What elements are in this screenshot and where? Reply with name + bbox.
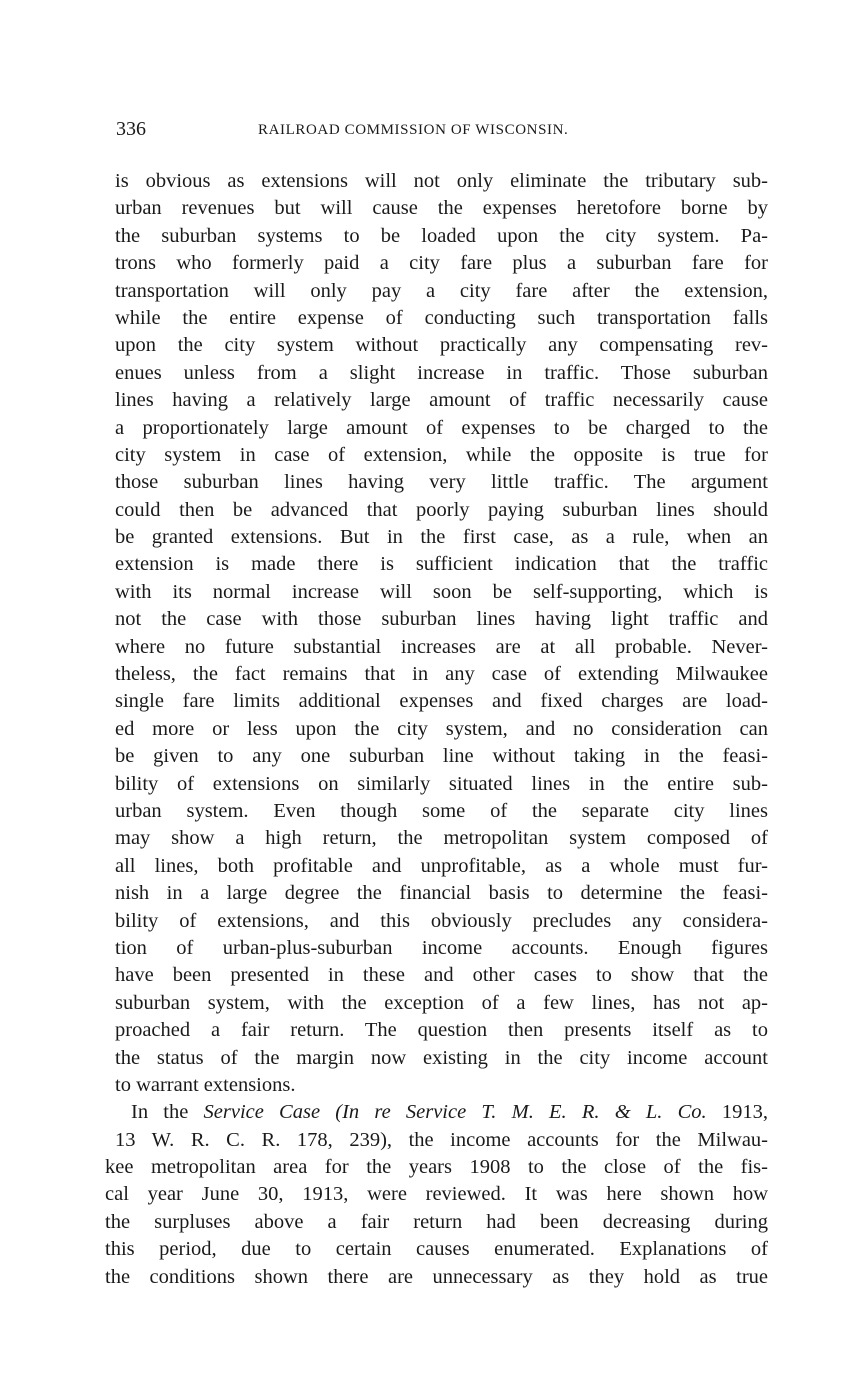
text-line: may show a high return, the metropolitan system composed of: [115, 827, 768, 850]
text-line: not the case with those suburban lines having light traffic and: [115, 608, 768, 631]
text-line: with its normal increase will soon be self-supporting, which is: [115, 580, 768, 603]
text-line: city system in case of extension, while the opposite is true for: [115, 443, 768, 466]
text-line: ed more or less upon the city system, and no consideration can: [115, 717, 768, 740]
text-line: kee metropolitan area for the years 1908 to the close of the fis-: [105, 1156, 768, 1179]
text-line: enues unless from a slight increase in traffic. Those suburban: [115, 361, 768, 384]
text-line: the conditions shown there are unnecessary as they hold as true: [105, 1265, 768, 1288]
text-line: the status of the margin now existing in the city income account: [115, 1046, 768, 1069]
text-line: trons who formerly paid a city fare plus a suburban fare for: [115, 252, 768, 275]
text-line: be granted extensions. But in the first case, as a rule, when an: [115, 526, 768, 549]
paragraph-1: [105, 168, 768, 1099]
text-line: this period, due to certain causes enumerated. Explanations of: [105, 1238, 768, 1261]
text-line: be given to any one suburban line without taking in the feasi-: [115, 745, 768, 768]
body-text: [105, 168, 768, 1291]
text-line: to warrant extensions.: [115, 1073, 296, 1096]
text-line: suburban system, with the exception of a few lines, has not ap-: [115, 991, 768, 1014]
text-line: lines having a relatively large amount of traffic necessarily cause: [115, 389, 768, 412]
text-line: could then be advanced that poorly paying suburban lines should: [115, 498, 768, 521]
text-run: In the: [131, 1101, 204, 1124]
text-line: urban system. Even though some of the separate city lines: [115, 799, 768, 822]
text-line: extension is made there is sufficient indication that the traffic: [115, 553, 768, 576]
text-line: single fare limits additional expenses and fixed charges are load-: [115, 690, 768, 713]
text-line: a proportionately large amount of expenses to be charged to the: [115, 416, 768, 439]
text-run: 1913,: [706, 1101, 768, 1124]
text-line: where no future substantial increases are at all probable. Never-: [115, 635, 768, 658]
running-head-title: RAILROAD COMMISSION OF WISCONSIN.: [258, 122, 569, 138]
text-line: nish in a large degree the financial basis to determine the feasi-: [115, 882, 768, 905]
text-line: urban revenues but will cause the expenses heretofore borne by: [115, 197, 768, 220]
text-line: cal year June 30, 1913, were reviewed. It was here shown how: [105, 1183, 768, 1206]
text-line: while the entire expense of conducting such transportation falls: [115, 306, 768, 329]
text-line: the surpluses above a fair return had been decreasing during: [105, 1210, 768, 1233]
running-head: [116, 117, 768, 141]
text-line: the suburban systems to be loaded upon the city system. Pa-: [115, 224, 768, 247]
text-line: [131, 1099, 768, 1126]
text-line: have been presented in these and other cases to show that the: [115, 964, 768, 987]
case-citation-italic: Service Case (In re Service T. M. E. R. & L. Co.: [203, 1101, 707, 1124]
paragraph-2: [105, 1099, 768, 1291]
text-line: transportation will only pay a city fare after the extension,: [115, 279, 768, 302]
text-line: 13 W. R. C. R. 178, 239), the income accounts for the Milwau-: [115, 1128, 768, 1151]
text-line: proached a fair return. The question then presents itself as to: [115, 1019, 768, 1042]
text-line: bility of extensions, and this obviously precludes any considera-: [115, 909, 768, 932]
text-line: upon the city system without practically any compensating rev-: [115, 334, 768, 357]
text-line: all lines, both profitable and unprofitable, as a whole must fur-: [115, 854, 768, 877]
text-line: those suburban lines having very little traffic. The argument: [115, 471, 768, 494]
text-line: bility of extensions on similarly situated lines in the entire sub-: [115, 772, 768, 795]
text-line: is obvious as extensions will not only eliminate the tributary sub-: [115, 170, 768, 192]
page-number: 336: [116, 118, 146, 140]
text-line: tion of urban-plus-suburban income accounts. Enough figures: [115, 936, 768, 959]
text-line: theless, the fact remains that in any case of extending Milwaukee: [115, 663, 768, 686]
